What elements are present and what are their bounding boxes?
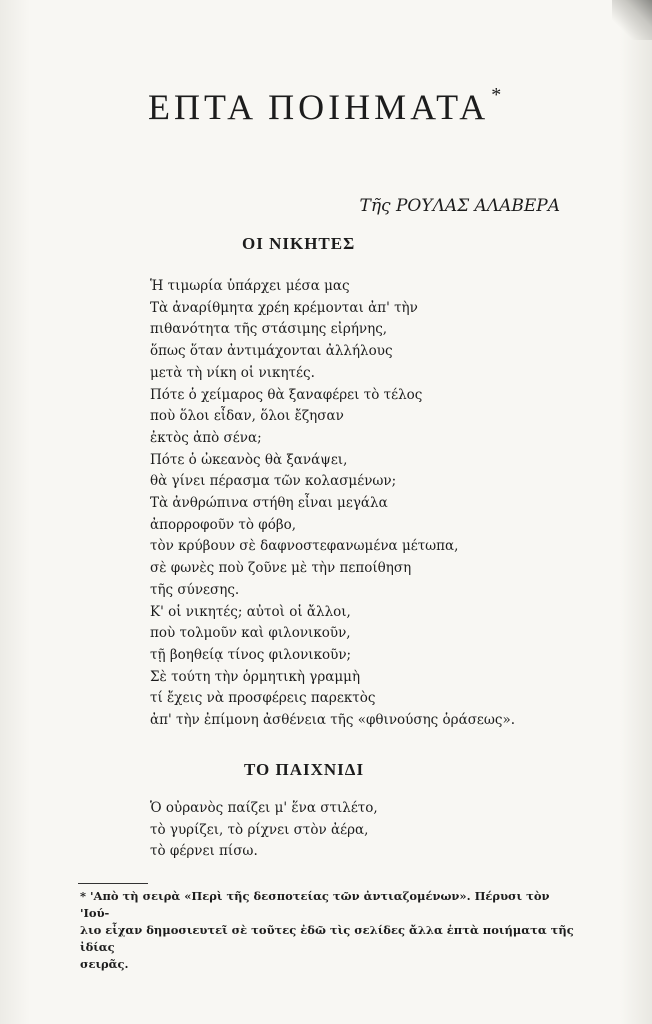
poem-line: ποὺ τολμοῦν καὶ φιλονικοῦν, [150, 625, 351, 642]
poem2-heading: ΤΟ ΠΑΙΧΝΙΔΙ [244, 760, 365, 779]
poem-line: Πότε ὁ ὠκεανὸς θὰ ξανάψει, [150, 451, 348, 468]
poem-line: Τὰ ἀνθρώπινα στήθη εἶναι μεγάλα [150, 495, 388, 512]
footnote-divider [78, 883, 148, 884]
footnote-line: λιο εἶχαν δημοσιευτεῖ σὲ τοῦτες ἐδῶ τὶς σελίδες ἄλλα ἑπτὰ ποιήματα τῆς ἰδίας [80, 923, 574, 954]
poem-line: Ὁ οὐρανὸς παίζει μ' ἕνα στιλέτο, [150, 800, 378, 816]
footnote [80, 888, 580, 973]
poem-line: θὰ γίνει πέρασμα τῶν κολασμένων; [150, 473, 397, 490]
poem-line: Σὲ τούτη τὴν ὁρμητικὴ γραμμὴ [150, 668, 361, 685]
title-text: ΕΠΤΑ ΠΟΙΗΜΑΤΑ [148, 87, 490, 127]
poem2-body [150, 798, 378, 863]
poem-line: ἐκτὸς ἀπὸ σένα; [150, 429, 262, 446]
poem-line: ὅπως ὅταν ἀντιμάχονται ἀλλήλους [150, 343, 393, 360]
title-footnote-mark: * [491, 84, 506, 106]
footnote-line: σειρᾶς. [80, 957, 129, 971]
poem1-body [150, 276, 515, 732]
poem-line: τὸ φέρνει πίσω. [150, 843, 258, 860]
author-byline: Τῆς ΡΟΥΛΑΣ ΑΛΑΒΕΡΑ [359, 196, 560, 216]
poem-line: τί ἔχεις νὰ προσφέρεις παρεκτὸς [150, 690, 376, 707]
poem-line: σὲ φωνὲς ποὺ ζοῦνε μὲ τὴν πεποίθηση [150, 560, 412, 577]
page-corner-shadow [612, 0, 652, 40]
poem-line: ἀπ' τὴν ἐπίμονη ἀσθένεια τῆς «φθινούσης ὁράσεως». [150, 712, 516, 729]
poem-line: Κ' οἱ νικητές; αὐτοὶ οἱ ἄλλοι, [150, 603, 351, 620]
poem-line: Τὰ ἀναρίθμητα χρέη κρέμονται ἀπ' τὴν [150, 299, 418, 316]
poem-line: τὸ γυρίζει, τὸ ρίχνει στὸν ἀέρα, [150, 821, 369, 838]
poem-line: ἀπορροφοῦν τὸ φόβο, [150, 516, 297, 533]
poem-line: Πότε ὁ χείμαρος θὰ ξαναφέρει τὸ τέλος [150, 386, 423, 403]
poem-line: τῇ βοηθείᾳ τίνος φιλονικοῦν; [150, 646, 352, 663]
poem-line: μετὰ τὴ νίκη οἱ νικητές. [150, 364, 315, 381]
poem-line: Ἡ τιμωρία ὑπάρχει μέσα μας [150, 278, 350, 294]
poem-line: τῆς σύνεσης. [150, 581, 240, 598]
poem-line: ποὺ ὅλοι εἶδαν, ὅλοι ἔζησαν [150, 408, 344, 425]
footnote-line: * 'Απὸ τὴ σειρὰ «Περὶ τῆς δεσποτείας τῶν ἀντιαζομένων». Πέρυσι τὸν 'Ιού- [80, 889, 550, 920]
poem-line: τὸν κρύβουν σὲ δαφνοστεφανωμένα μέτωπα, [150, 538, 459, 555]
poem1-heading: ΟΙ ΝΙΚΗΤΕΣ [242, 234, 356, 253]
poem-line: πιθανότητα τῆς στάσιμης εἰρήνης, [150, 321, 388, 338]
page-title [148, 86, 505, 128]
